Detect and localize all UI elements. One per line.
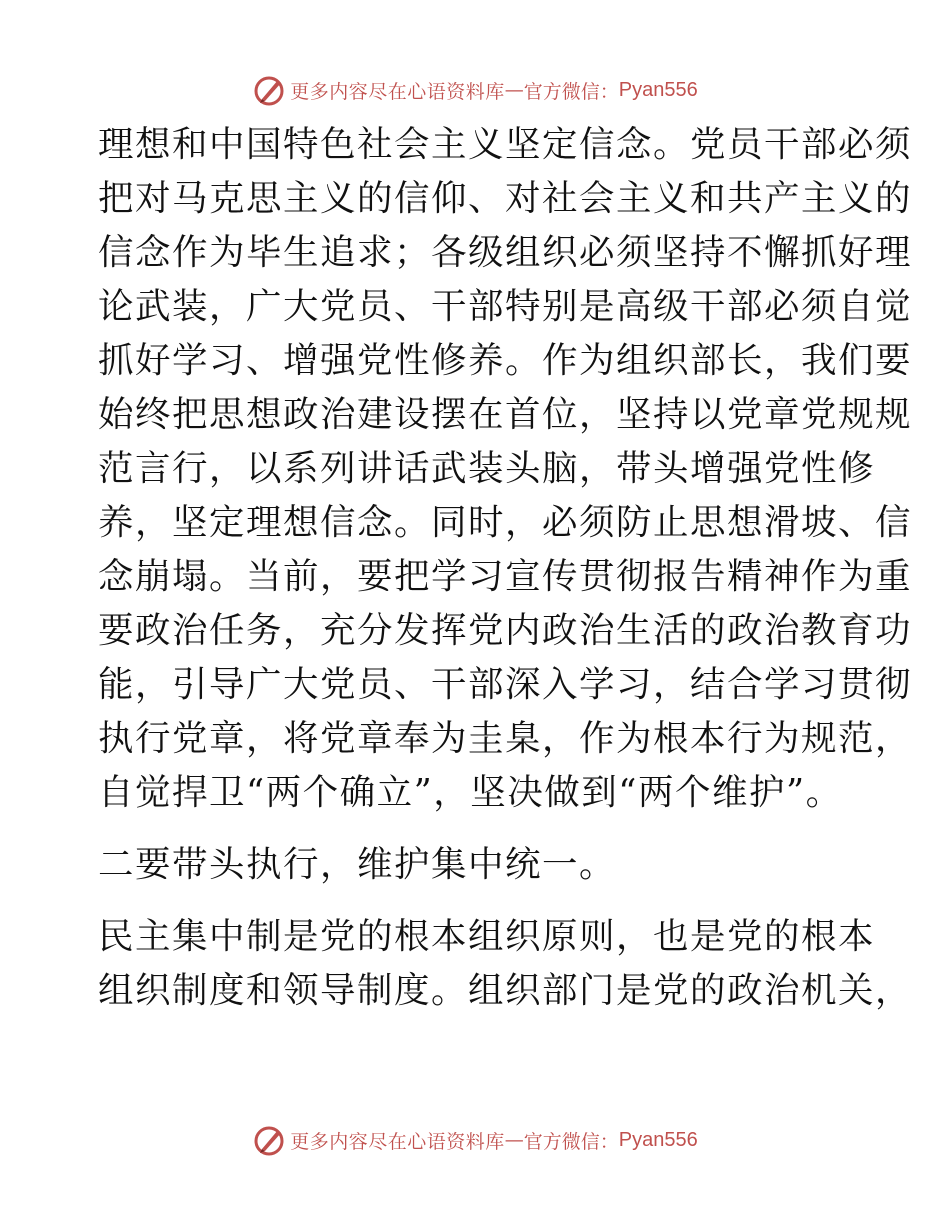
body-line: 民主集中制是党的根本组织原则，也是党的根本: [98, 916, 876, 957]
header-separator: —: [504, 79, 524, 101]
footer-brand-text: 更多内容尽在心语资料库: [290, 1130, 505, 1153]
footer-separator: —: [504, 1129, 524, 1151]
body-line: 把对马克思主义的信仰、对社会主义和共产主义的: [98, 178, 913, 219]
body-line: 理想和中国特色社会主义坚定信念。党员干部必须: [98, 124, 913, 165]
footer-banner: [0, 1120, 950, 1160]
body-line: 执行党章，将党章奉为圭臬，作为根本行为规范，: [98, 718, 913, 759]
body-line: 组织制度和领导制度。组织部门是党的政治机关，: [98, 970, 913, 1011]
footer-wechat-id: Pyan556: [618, 1128, 698, 1151]
footer-wechat-label: 官方微信：: [523, 1130, 619, 1153]
header-brand-text: 更多内容尽在心语资料库: [290, 80, 505, 103]
document-body: [98, 118, 913, 1018]
body-line: 范言行，以系列讲话武装头脑，带头增强党性修: [98, 448, 876, 489]
header-wechat-label: 官方微信：: [523, 80, 619, 103]
body-line: 论武装，广大党员、干部特别是高级干部必须自觉: [98, 286, 913, 327]
header-banner: [0, 70, 950, 110]
body-line: 要政治任务，充分发挥党内政治生活的政治教育功: [98, 610, 913, 651]
body-line: 信念作为毕生追求；各级组织必须坚持不懈抓好理: [98, 232, 913, 273]
pen-logo-icon: [252, 72, 288, 108]
body-line: 能，引导广大党员、干部深入学习，结合学习贯彻: [98, 664, 913, 705]
body-line: 始终把思想政治建设摆在首位，坚持以党章党规规: [98, 394, 913, 435]
body-line: 念崩塌。当前，要把学习宣传贯彻报告精神作为重: [98, 556, 913, 597]
pen-logo-icon: [252, 1122, 288, 1158]
body-line: 自觉捍卫“两个确立”，坚决做到“两个维护”。: [98, 772, 843, 813]
header-wechat-id: Pyan556: [618, 78, 698, 101]
body-line: 养，坚定理想信念。同时，必须防止思想滑坡、信: [98, 502, 913, 543]
section-heading: 二要带头执行，维护集中统一。: [98, 844, 617, 885]
body-line: 抓好学习、增强党性修养。作为组织部长，我们要: [98, 340, 913, 381]
